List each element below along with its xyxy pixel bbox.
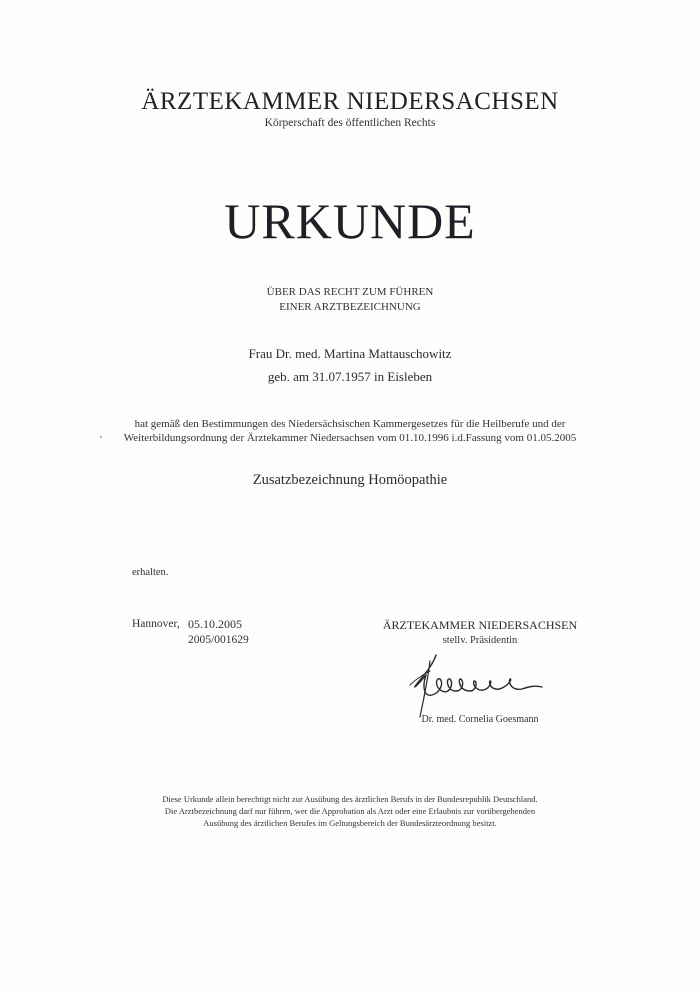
issue-place: Hannover, — [132, 618, 180, 630]
handwritten-signature — [400, 645, 570, 720]
document-title: URKUNDE — [224, 193, 476, 249]
purpose-line-1: ÜBER DAS RECHT ZUM FÜHREN — [266, 286, 434, 298]
designation: Zusatzbezeichnung Homöopathie — [252, 472, 448, 488]
issuer-title: ÄRZTEKAMMER NIEDERSACHSEN — [141, 88, 559, 115]
signatory-name: Dr. med. Cornelia Goesmann — [421, 714, 539, 725]
holder-name: Frau Dr. med. Martina Mattauschowitz — [248, 346, 452, 361]
issue-date: 05.10.2005 — [188, 617, 242, 631]
legal-basis-line-1: hat gemäß den Bestimmungen des Niedersächsischen Kammergesetzes für die Heilberufe und der — [134, 418, 566, 430]
footer-line-2: Die Arztbezeichnung darf nur führen, wer die Approbation als Arzt oder eine Erlaubnis zur vorübergehenden — [164, 806, 536, 816]
received-text: erhalten. — [132, 567, 169, 578]
footer-line-3: Ausübung des ärztlichen Berufes im Geltungsbereich der Bundesärzteordnung besitzt. — [203, 818, 497, 828]
signatory-organization: ÄRZTEKAMMER NIEDERSACHSEN — [382, 618, 578, 632]
purpose-line-2: EINER ARZTBEZEICHNUNG — [279, 301, 421, 313]
holder-birth: geb. am 31.07.1957 in Eisleben — [267, 369, 433, 384]
legal-basis-line-2: Weiterbildungsordnung der Ärztekammer Niedersachsen vom 01.10.1996 i.d.Fassung vom 01.05.2005 — [123, 432, 577, 444]
paper-speck — [100, 436, 102, 438]
signatory-role: stellv. Präsidentin — [442, 635, 518, 646]
reference-number: 2005/001629 — [188, 634, 249, 646]
footer-line-1: Diese Urkunde allein berechtigt nicht zur Ausübung des ärztlichen Berufs in der Bundesrepublik Deutschland. — [162, 794, 538, 804]
issuer-subtitle: Körperschaft des öffentlichen Rechts — [264, 117, 436, 129]
